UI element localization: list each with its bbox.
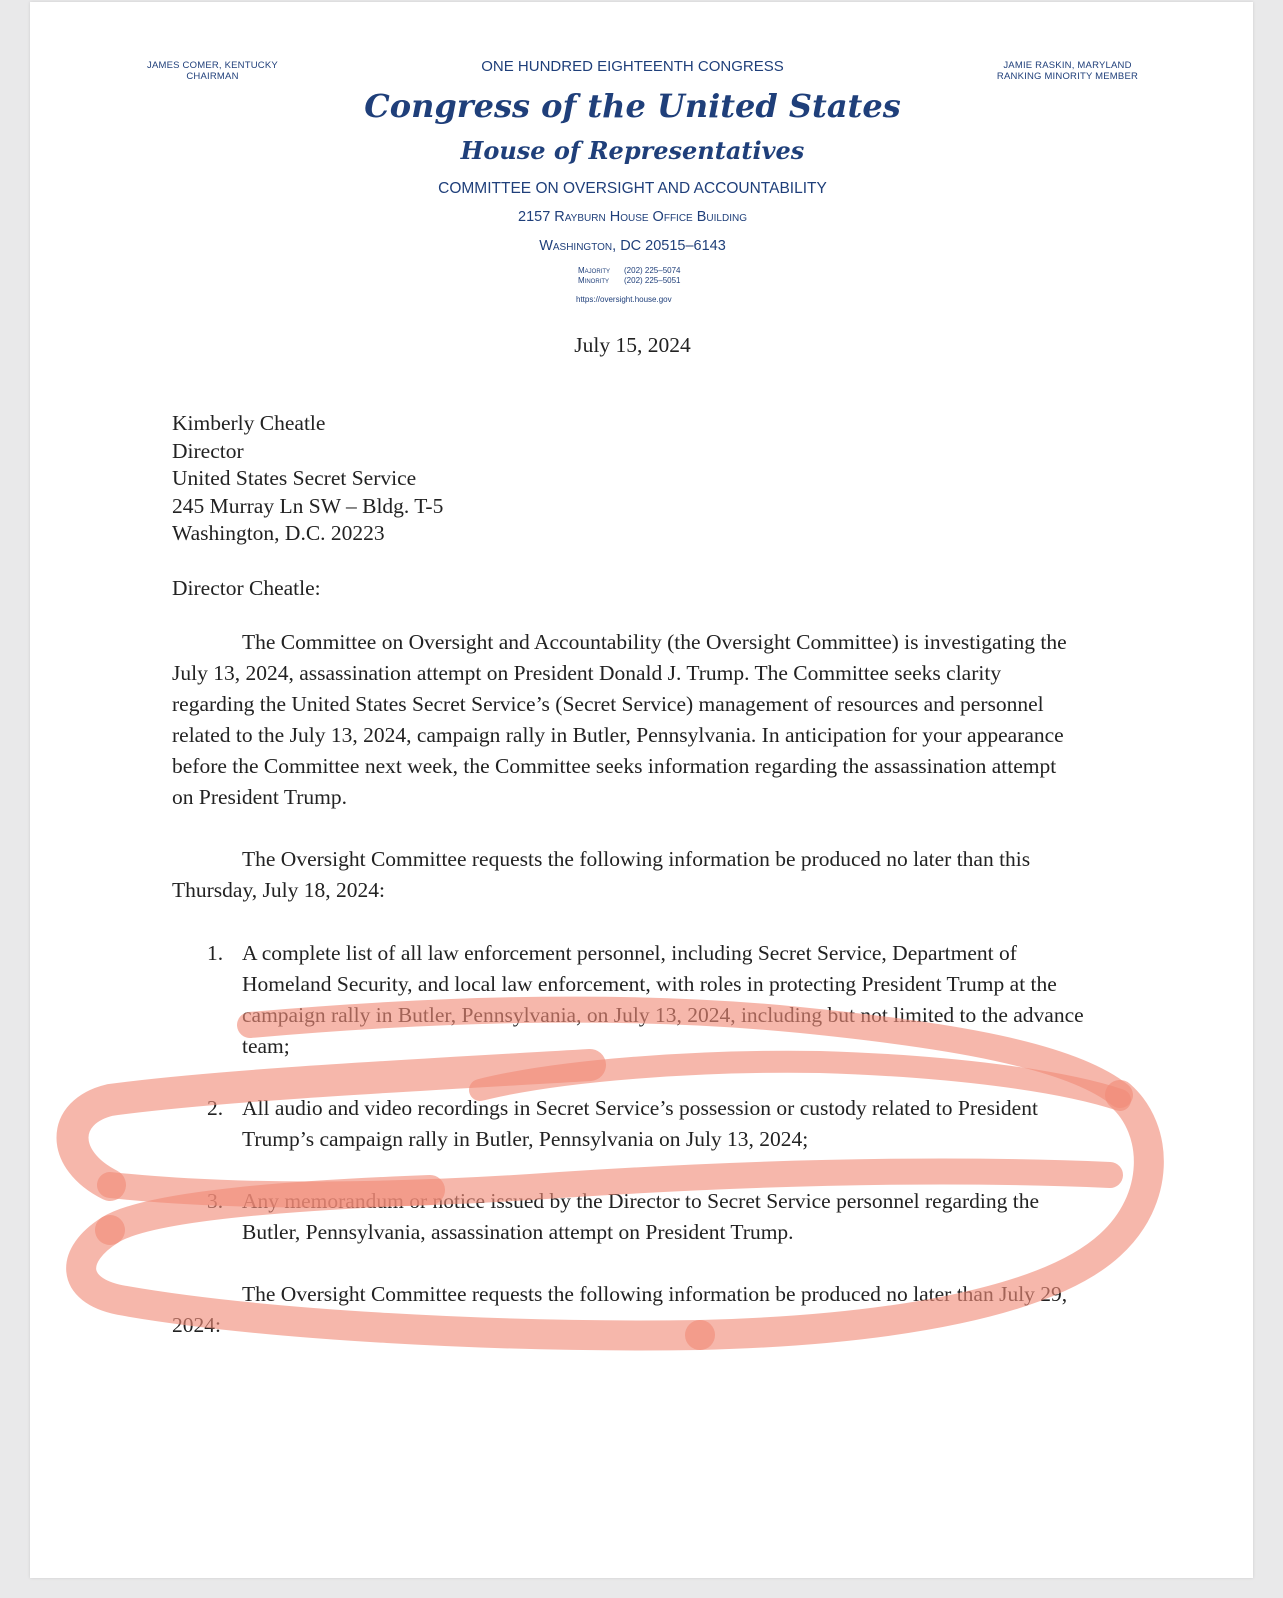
- chairman-block: [130, 60, 295, 82]
- recipient-name: Kimberly Cheatle: [172, 411, 326, 435]
- list-item-2-number: 2.: [207, 1096, 224, 1120]
- letter-date: July 15, 2024: [574, 333, 691, 357]
- list-item-1-number: 1.: [207, 941, 224, 965]
- minority-phone: (202) 225–5051: [624, 276, 681, 285]
- majority-label: Majority: [578, 266, 610, 275]
- phone-block: [578, 266, 738, 286]
- address-line-2: Washington, DC 20515–6143: [539, 238, 726, 254]
- congress-title: Congress of the United States: [364, 87, 901, 125]
- minority-label: Minority: [578, 276, 609, 285]
- recipient-address: [172, 410, 772, 548]
- house-title: House of Representatives: [460, 136, 805, 165]
- letter-page: [30, 2, 1253, 1578]
- paragraph-1: [172, 627, 1077, 813]
- paragraph-2: [172, 844, 1077, 906]
- ranking-member-block: [975, 60, 1160, 82]
- paragraph-3: [172, 1279, 1077, 1341]
- recipient-agency: United States Secret Service: [172, 466, 417, 490]
- recipient-title: Director: [172, 438, 244, 463]
- ranking-member-name: JAMIE RASKIN, MARYLAND: [1003, 60, 1132, 71]
- address-line-1: 2157 Rayburn House Office Building: [518, 209, 747, 225]
- majority-phone-row: [578, 266, 738, 276]
- chairman-title: CHAIRMAN: [186, 71, 239, 82]
- list-item-1-text: A complete list of all law enforcement personnel, including Secret Service, Department of Homeland Security, and local law enforcement, with roles in protecting President Trump at the campaign rally in Butler, Pennsylvania, on July 13, 2024, including but not limited to the advance team;: [242, 941, 1084, 1058]
- paragraph-2-text: The Oversight Committee requests the following information be produced no later than this Thursday, July 18, 2024:: [172, 847, 1031, 902]
- paragraph-1-text: The Committee on Oversight and Accountability (the Oversight Committee) is investigating the July 13, 2024, assassination attempt on President Donald J. Trump. The Committee seeks clarity regarding the United States Secret Service’s (Secret Service) management of resources and personnel related to the July 13, 2024, campaign rally in Butler, Pennsylvania. In anticipation for your appearance before the Committee next week, the Committee seeks information regarding the assassination attempt on President Trump.: [172, 630, 1067, 809]
- salutation: Director Cheatle:: [172, 576, 321, 600]
- list-item-3-number: 3.: [207, 1189, 224, 1213]
- website: https://oversight.house.gov: [576, 295, 672, 304]
- committee-name: COMMITTEE ON OVERSIGHT AND ACCOUNTABILITY: [438, 180, 827, 197]
- minority-phone-row: [578, 276, 738, 286]
- ranking-member-title: RANKING MINORITY MEMBER: [996, 71, 1139, 82]
- list-item-3-text: Any memorandum or notice issued by the Director to Secret Service personnel regarding the Butler, Pennsylvania, assassination attempt on President Trump.: [242, 1189, 1040, 1244]
- chairman-name: JAMES COMER, KENTUCKY: [147, 60, 278, 71]
- list-item-2-text: All audio and video recordings in Secret Service’s possession or custody related to President Trump’s campaign rally in Butler, Pennsylvania on July 13, 2024;: [242, 1096, 1038, 1151]
- congress-number: ONE HUNDRED EIGHTEENTH CONGRESS: [481, 58, 784, 75]
- recipient-street: 245 Murray Ln SW – Bldg. T-5: [172, 493, 444, 518]
- recipient-city: Washington, D.C. 20223: [172, 521, 385, 545]
- paragraph-3-text: The Oversight Committee requests the following information be produced no later than July 29, 2024:: [172, 1282, 1068, 1337]
- majority-phone: (202) 225–5074: [624, 266, 681, 275]
